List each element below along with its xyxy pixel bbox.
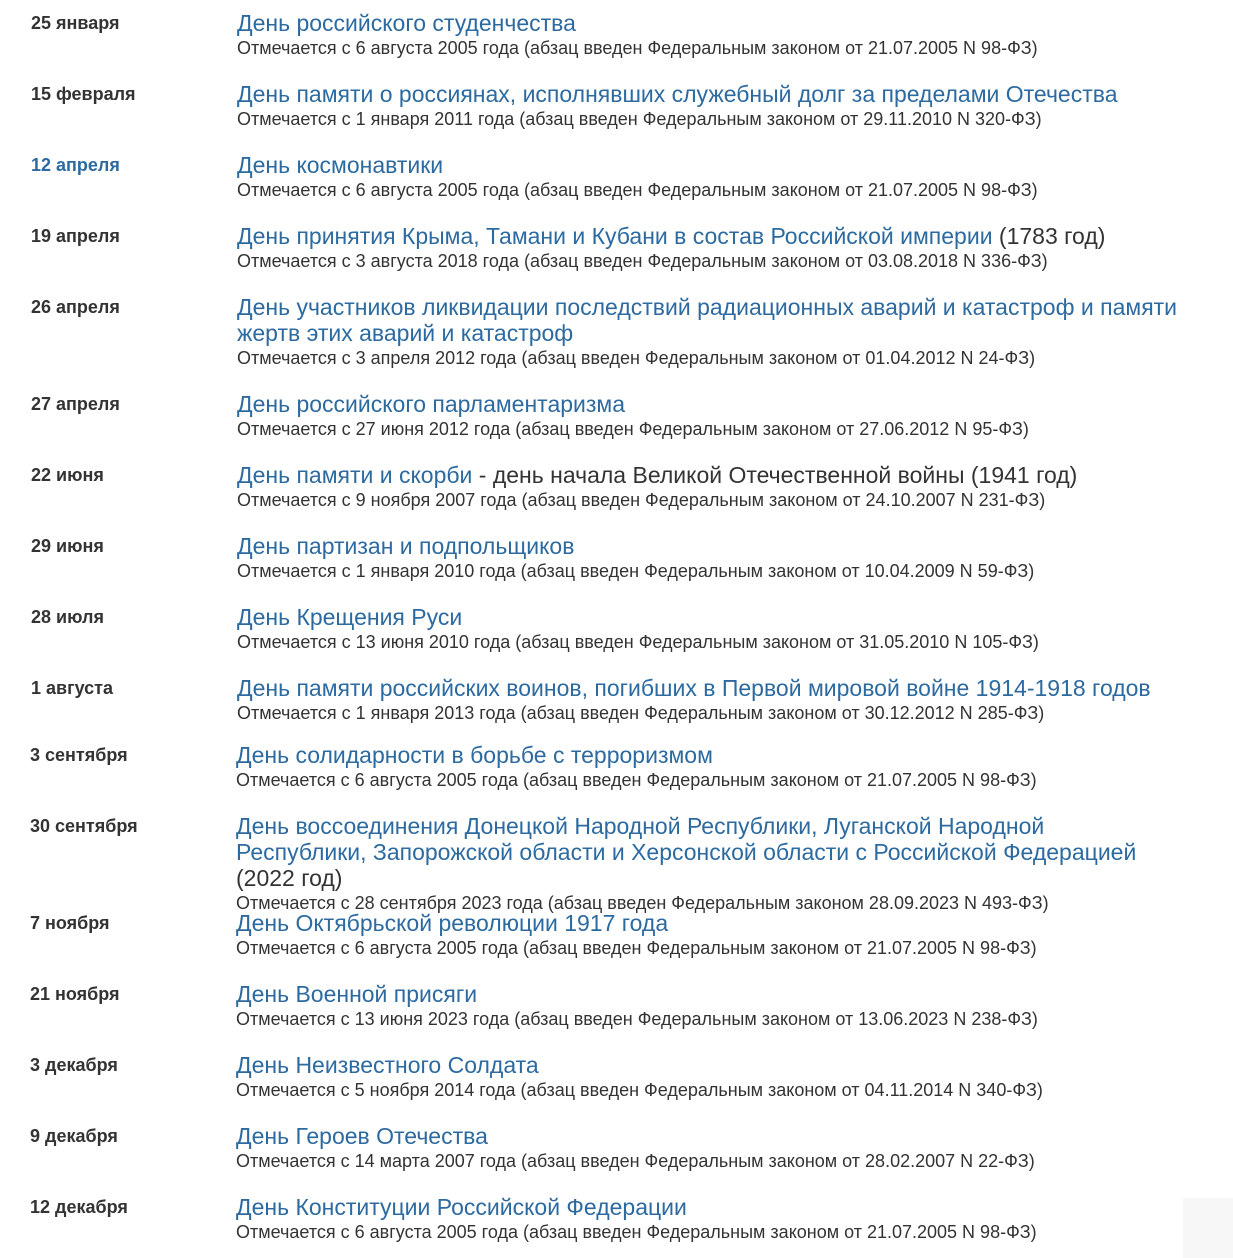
holiday-title-suffix: (1783 год) — [992, 223, 1106, 249]
holiday-link[interactable]: День солидарности в борьбе с терроризмом — [236, 742, 713, 768]
holiday-content — [237, 462, 1229, 511]
holiday-date-link[interactable]: 12 апреля — [31, 155, 120, 175]
holiday-title — [237, 81, 1229, 107]
holiday-title — [237, 533, 1229, 559]
holiday-date: 1 августа — [31, 678, 113, 698]
holiday-title — [236, 1123, 1228, 1149]
holiday-link[interactable]: День российского студенчества — [237, 10, 576, 36]
holiday-content — [236, 910, 1228, 959]
holiday-note: Отмечается с 14 марта 2007 года (абзац введен Федеральным законом от 28.02.2007 N 22-ФЗ) — [236, 1151, 1035, 1171]
holiday-content — [237, 533, 1229, 582]
holiday-date: 25 января — [31, 13, 120, 33]
holiday-note: Отмечается с 1 января 2010 года (абзац введен Федеральным законом от 10.04.2009 N 59-ФЗ) — [237, 561, 1035, 581]
holiday-content — [237, 294, 1229, 369]
holiday-content — [236, 742, 1228, 791]
holiday-title — [237, 391, 1229, 417]
holiday-date: 21 ноября — [30, 984, 120, 1004]
holiday-note: Отмечается с 6 августа 2005 года (абзац введен Федеральным законом от 21.07.2005 N 98-ФЗ) — [237, 38, 1038, 58]
holiday-link[interactable]: День космонавтики — [237, 152, 444, 178]
holiday-note: Отмечается с 3 августа 2018 года (абзац введен Федеральным законом от 03.08.2018 N 336-ФЗ) — [237, 251, 1048, 271]
holiday-content — [236, 813, 1176, 914]
holiday-content — [237, 10, 1229, 59]
holiday-link[interactable]: День памяти российских воинов, погибших в Первой мировой войне 1914-1918 годов — [237, 675, 1151, 701]
holiday-link[interactable]: День памяти о россиянах, исполнявших служебный долг за пределами Отечества — [237, 81, 1118, 107]
holiday-title — [236, 742, 1228, 768]
holiday-content — [237, 152, 1229, 201]
holiday-content — [237, 675, 1229, 724]
holiday-date: 27 апреля — [31, 394, 120, 414]
holiday-date: 3 сентября — [30, 745, 128, 765]
holiday-date: 30 сентября — [30, 816, 138, 836]
holiday-link[interactable]: День Военной присяги — [236, 981, 478, 1007]
holiday-date: 22 июня — [31, 465, 104, 485]
holiday-note: Отмечается с 3 апреля 2012 года (абзац введен Федеральным законом от 01.04.2012 N 24-ФЗ) — [237, 348, 1036, 368]
holiday-note: Отмечается с 6 августа 2005 года (абзац введен Федеральным законом от 21.07.2005 N 98-ФЗ) — [237, 180, 1038, 200]
holiday-date: 19 апреля — [31, 226, 120, 246]
holiday-note: Отмечается с 27 июня 2012 года (абзац введен Федеральным законом от 27.06.2012 N 95-ФЗ) — [237, 419, 1029, 439]
holiday-note: Отмечается с 6 августа 2005 года (абзац введен Федеральным законом от 21.07.2005 N 98-ФЗ) — [236, 770, 1037, 790]
holiday-title — [237, 152, 1229, 178]
holiday-date: 28 июля — [31, 607, 104, 627]
holiday-title — [236, 910, 1228, 936]
holiday-date: 12 декабря — [30, 1197, 128, 1217]
holiday-date: 29 июня — [31, 536, 104, 556]
holiday-link[interactable]: День Конституции Российской Федерации — [236, 1194, 687, 1220]
holiday-note: Отмечается с 5 ноября 2014 года (абзац введен Федеральным законом от 04.11.2014 N 340-ФЗ) — [236, 1080, 1043, 1100]
holiday-note: Отмечается с 1 января 2011 года (абзац введен Федеральным законом от 29.11.2010 N 320-ФЗ) — [237, 109, 1042, 129]
holiday-link[interactable]: День памяти и скорби — [237, 462, 473, 488]
scroll-to-top-area[interactable] — [1183, 1198, 1233, 1258]
holiday-title-suffix: (2022 год) — [236, 865, 343, 891]
holiday-title — [236, 813, 1176, 891]
holiday-content — [236, 981, 1228, 1030]
holiday-note: Отмечается с 6 августа 2005 года (абзац введен Федеральным законом от 21.07.2005 N 98-ФЗ) — [236, 1222, 1037, 1242]
holiday-title — [237, 675, 1229, 701]
holiday-content — [237, 223, 1229, 272]
holiday-link[interactable]: День Неизвестного Солдата — [236, 1052, 539, 1078]
holiday-content — [237, 81, 1229, 130]
holiday-note: Отмечается с 13 июня 2023 года (абзац введен Федеральным законом от 13.06.2023 N 238-ФЗ) — [236, 1009, 1038, 1029]
holiday-title-suffix: - день начала Великой Отечественной войны (1941 год) — [472, 462, 1078, 488]
holiday-title — [237, 604, 1229, 630]
holiday-title — [237, 462, 1229, 488]
holiday-link[interactable]: День партизан и подпольщиков — [237, 533, 575, 559]
holiday-link[interactable]: День воссоединения Донецкой Народной Республики, Луганской Народной Республики, Запорожской области и Херсонской области с Российской Федерацией — [236, 813, 1137, 865]
holiday-note: Отмечается с 6 августа 2005 года (абзац введен Федеральным законом от 21.07.2005 N 98-ФЗ) — [236, 938, 1037, 958]
holiday-date: 9 декабря — [30, 1126, 118, 1146]
holiday-title — [237, 10, 1229, 36]
holiday-note: Отмечается с 28 сентября 2023 года (абзац введен Федеральным законом 28.09.2023 N 493-ФЗ) — [236, 893, 1049, 913]
holiday-link[interactable]: День Октябрьской революции 1917 года — [236, 910, 669, 936]
holiday-title — [237, 223, 1229, 249]
holiday-date: 15 февраля — [31, 84, 136, 104]
holiday-content — [236, 1194, 1228, 1243]
holiday-content — [237, 604, 1229, 653]
holiday-link[interactable]: День Героев Отечества — [236, 1123, 488, 1149]
holiday-title — [236, 1052, 1228, 1078]
holiday-date: 26 апреля — [31, 297, 120, 317]
holiday-content — [237, 391, 1229, 440]
holiday-note: Отмечается с 9 ноября 2007 года (абзац введен Федеральным законом от 24.10.2007 N 231-ФЗ) — [237, 490, 1046, 510]
holiday-date: 7 ноября — [30, 913, 110, 933]
holiday-content — [236, 1052, 1228, 1101]
holiday-content — [236, 1123, 1228, 1172]
holiday-link[interactable]: День участников ликвидации последствий радиационных аварий и катастроф и памяти жертв этих аварий и катастроф — [237, 294, 1178, 346]
holiday-title — [236, 981, 1228, 1007]
holiday-note: Отмечается с 13 июня 2010 года (абзац введен Федеральным законом от 31.05.2010 N 105-ФЗ) — [237, 632, 1039, 652]
holiday-note: Отмечается с 1 января 2013 года (абзац введен Федеральным законом от 30.12.2012 N 285-ФЗ) — [237, 703, 1045, 723]
holiday-link[interactable]: День принятия Крыма, Тамани и Кубани в состав Российской империи — [237, 223, 993, 249]
holiday-link[interactable]: День Крещения Руси — [237, 604, 463, 630]
holiday-title — [236, 1194, 1228, 1220]
holiday-title — [237, 294, 1229, 346]
holiday-link[interactable]: День российского парламентаризма — [237, 391, 626, 417]
holiday-date: 3 декабря — [30, 1055, 118, 1075]
